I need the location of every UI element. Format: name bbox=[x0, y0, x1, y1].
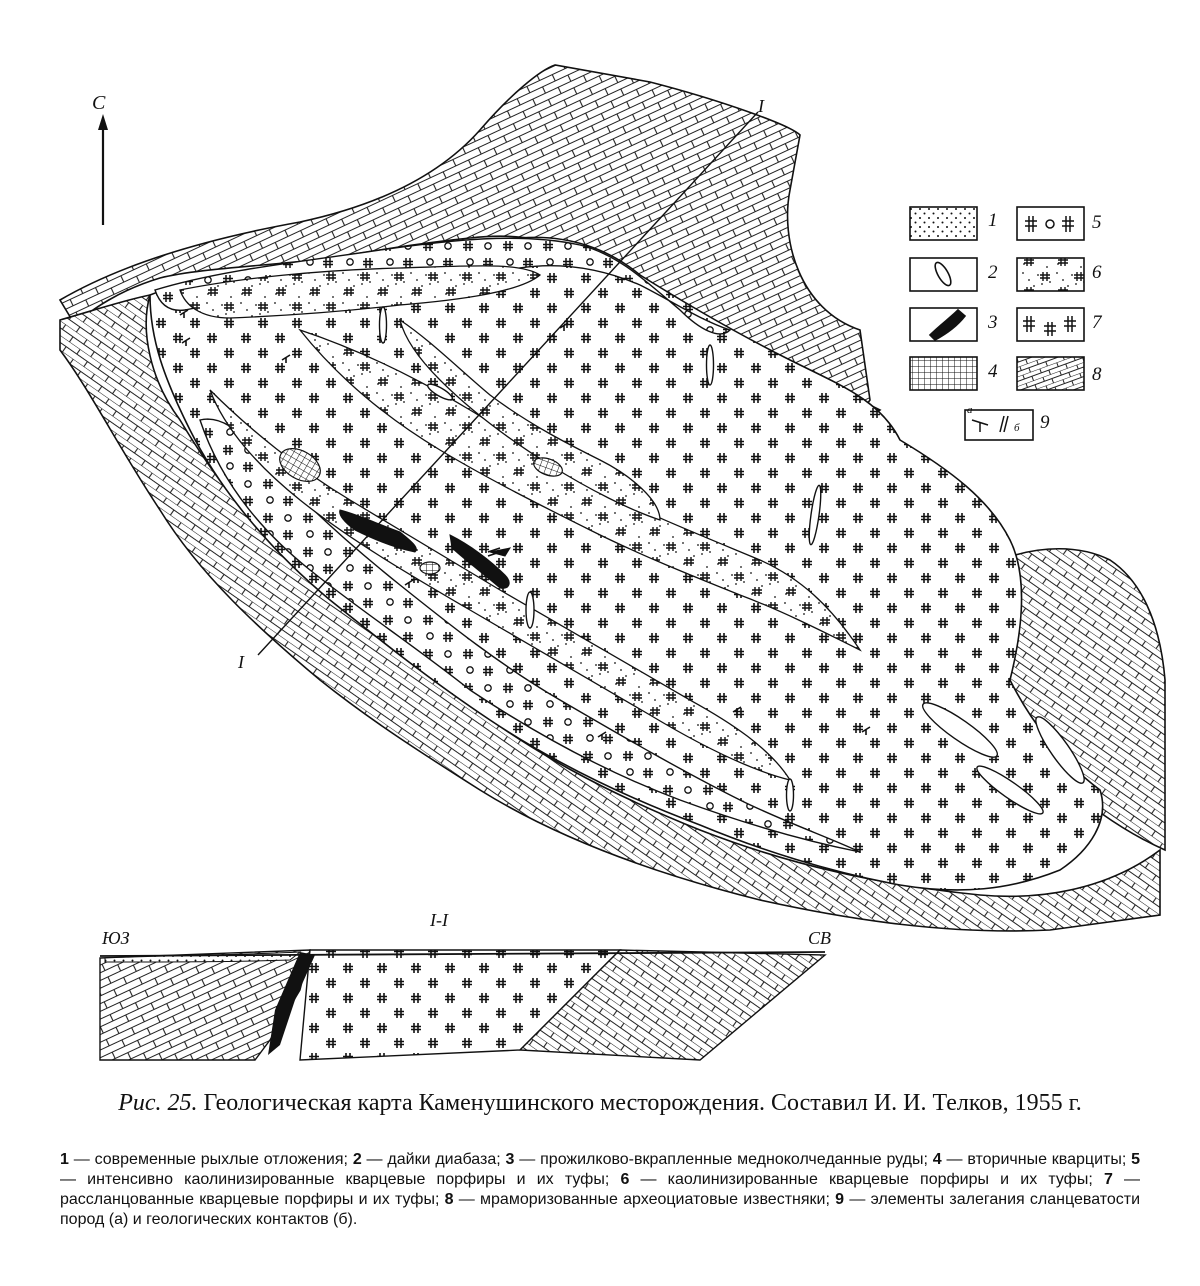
north-label: С bbox=[92, 92, 106, 114]
legend-num-6: 6 bbox=[1092, 262, 1102, 283]
figure-label: Рис. 25. bbox=[118, 1090, 198, 1116]
legend-num-9: 9 bbox=[1040, 412, 1050, 433]
caption-item-7: 7 — рассланцованные кварцевые порфиры и их туфы; bbox=[60, 1171, 1141, 1208]
legend-swatch-6 bbox=[1017, 258, 1084, 291]
caption-item-8: 8 — мраморизованные археоциатовые известняки; bbox=[444, 1191, 830, 1208]
legend-swatch-1 bbox=[910, 207, 977, 240]
legend-num-2: 2 bbox=[988, 262, 998, 283]
legend-sub-b: б bbox=[1014, 422, 1020, 434]
legend-num-4: 4 bbox=[988, 361, 998, 382]
figure-title: Геологическая карта Каменушинского месторождения. Составил И. И. Телков, 1955 г. bbox=[203, 1090, 1082, 1116]
caption-item-4: 4 — вторичные кварциты; bbox=[932, 1151, 1127, 1168]
caption-item-6: 6 — каолинизированные кварцевые порфиры и их туфы; bbox=[620, 1171, 1093, 1188]
caption-item-3: 3 — прожилково-вкрапленные медноколчеданные руды; bbox=[505, 1151, 928, 1168]
section-label-sw: ЮЗ bbox=[102, 928, 130, 948]
caption-item-2: 2 — дайки диабаза; bbox=[352, 1151, 501, 1168]
cross-section bbox=[100, 950, 825, 1060]
legend-num-3: 3 bbox=[988, 312, 998, 333]
caption-legend bbox=[60, 1150, 1140, 1230]
north-arrow bbox=[98, 114, 108, 225]
legend-swatch-9 bbox=[965, 410, 1033, 440]
caption-item-1: 1 — современные рыхлые отложения; bbox=[60, 1151, 348, 1168]
legend-swatch-5 bbox=[1017, 207, 1084, 240]
legend-num-8: 8 bbox=[1092, 364, 1102, 385]
section-label-ne: СВ bbox=[808, 928, 832, 948]
section-line-label-ne: I bbox=[758, 96, 764, 116]
legend-num-7: 7 bbox=[1092, 312, 1102, 333]
legend-swatch-4 bbox=[910, 357, 977, 390]
legend-sub-a: а bbox=[967, 404, 973, 416]
legend-swatch-8 bbox=[1017, 357, 1084, 390]
caption-item-9: 9 — элементы залегания сланцеватости пород (а) и геологических контактов (б). bbox=[60, 1191, 1141, 1228]
legend-num-5: 5 bbox=[1092, 212, 1102, 233]
caption-item-5: 5 — интенсивно каолинизированные кварцевые порфиры и их туфы; bbox=[60, 1151, 1141, 1188]
section-line-label-sw: I bbox=[238, 652, 244, 672]
section-title: I-I bbox=[430, 910, 448, 930]
legend-num-1: 1 bbox=[988, 210, 998, 231]
figure-caption bbox=[60, 1088, 1140, 1118]
